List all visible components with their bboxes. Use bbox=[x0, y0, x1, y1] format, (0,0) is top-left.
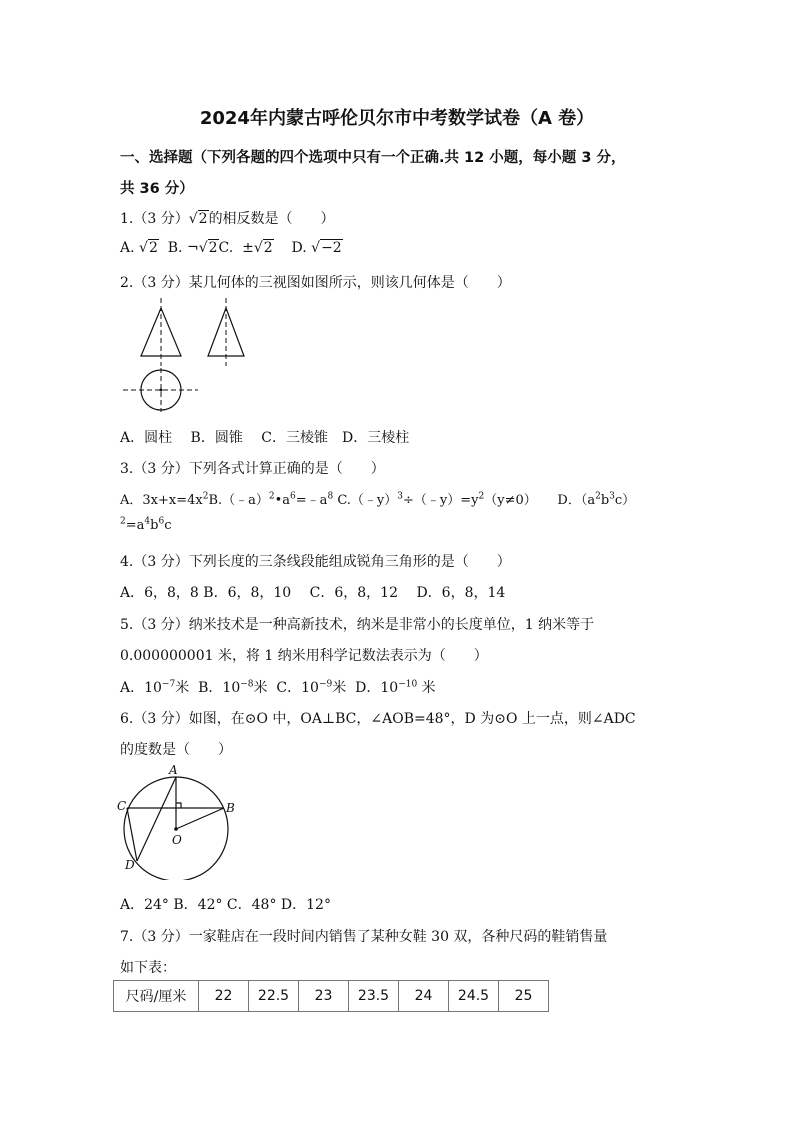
question-3-stem: 3.（3 分）下列各式计算正确的是（ ） bbox=[120, 461, 385, 477]
option-a-text: A．10 bbox=[120, 680, 162, 696]
exponent: 2 bbox=[202, 491, 209, 502]
option-b-text: B.（﹣a） bbox=[208, 493, 269, 508]
question-7-stem-line-1: 7.（3 分）一家鞋店在一段时间内销售了某种女鞋 30 双，各种尺码的鞋销售量 bbox=[120, 929, 608, 945]
label-c: C bbox=[117, 799, 127, 813]
option-a-label: A. bbox=[120, 240, 135, 256]
option-b-text: =﹣a bbox=[295, 493, 328, 508]
section-heading-line-1: 一、选择题（下列各题的四个选项中只有一个正确.共 12 小题，每小题 3 分， bbox=[120, 150, 626, 166]
label-o: O bbox=[172, 833, 182, 847]
option-d-text: D．（a bbox=[557, 493, 596, 508]
table-cell: 23.5 bbox=[349, 981, 399, 1012]
segment-dc bbox=[127, 808, 137, 861]
exponent: 6 bbox=[158, 516, 165, 527]
exponent: −8 bbox=[240, 679, 254, 690]
option-d-text: =a bbox=[125, 518, 145, 533]
label-d: D bbox=[125, 858, 135, 872]
table-cell: 24.5 bbox=[449, 981, 499, 1012]
radicand: 2 bbox=[148, 240, 158, 256]
question-4-stem: 4.（3 分）下列长度的三条线段能组成锐角三角形的是（ ） bbox=[120, 554, 511, 570]
label-a: A bbox=[169, 763, 178, 777]
option-d-text: b bbox=[150, 518, 159, 533]
question-1-suffix: 的相反数是（ ） bbox=[208, 211, 335, 227]
radicand: −2 bbox=[321, 240, 342, 256]
label-b: B bbox=[226, 801, 235, 815]
sqrt-symbol: √ bbox=[198, 240, 208, 256]
option-c-text: C．10 bbox=[276, 680, 319, 696]
segment-ob bbox=[176, 808, 224, 829]
option-d-text: D．10 bbox=[355, 680, 399, 696]
exponent: 2 bbox=[595, 491, 601, 502]
option-a-text: A．3x+x=4x bbox=[120, 493, 203, 508]
table-cell: 24 bbox=[399, 981, 449, 1012]
exam-title: 2024年内蒙古呼伦贝尔市中考数学试卷（A 卷） bbox=[199, 108, 595, 129]
question-2-stem: 2.（3 分）某几何体的三视图如图所示，则该几何体是（ ） bbox=[120, 275, 511, 291]
exponent: −10 bbox=[398, 679, 418, 690]
unit-text: 米 bbox=[332, 680, 347, 696]
option-b-text: B．10 bbox=[198, 680, 241, 696]
negation-sign: ¬ bbox=[186, 240, 199, 256]
question-1-stem bbox=[120, 208, 335, 228]
center-o bbox=[174, 827, 178, 831]
exponent: 3 bbox=[609, 491, 615, 502]
question-6-stem-line-2: 的度数是（ ） bbox=[120, 742, 232, 758]
exponent: −9 bbox=[318, 679, 333, 690]
table-cell: 23 bbox=[299, 981, 349, 1012]
table-header-cell: 尺码/厘米 bbox=[114, 981, 199, 1012]
sqrt-symbol: √ bbox=[139, 240, 148, 256]
shoe-size-table bbox=[113, 980, 549, 1012]
option-b-text: •a bbox=[274, 493, 291, 508]
option-d-label: D. bbox=[291, 240, 307, 256]
option-d-text: b bbox=[600, 493, 610, 508]
question-2-options: A．圆柱 B．圆锥 C．三棱锥 D．三棱柱 bbox=[120, 430, 410, 446]
exponent: 6 bbox=[290, 491, 296, 502]
radicand: 2 bbox=[263, 240, 273, 256]
question-3-options bbox=[120, 489, 635, 508]
exponent: 2 bbox=[478, 491, 485, 502]
table-cell: 25 bbox=[499, 981, 549, 1012]
radicand: 2 bbox=[208, 240, 218, 256]
option-c-text: ÷（﹣y）=y bbox=[403, 493, 479, 508]
unit-text: 米 bbox=[175, 680, 190, 696]
question-6-stem-line-1: 6.（3 分）如图，在⊙O 中，OA⊥BC，∠AOB=48°，D 为⊙O 上一点，则∠ADC bbox=[120, 711, 636, 727]
exponent: 2 bbox=[120, 516, 126, 527]
right-angle-mark bbox=[176, 803, 181, 808]
three-view-figure bbox=[118, 296, 258, 416]
option-d-text: c） bbox=[614, 493, 636, 508]
unit-text: 米 bbox=[253, 680, 268, 696]
unit-text: 米 bbox=[421, 680, 436, 696]
question-5-options bbox=[120, 677, 436, 697]
exponent: −7 bbox=[161, 679, 176, 690]
table-cell: 22.5 bbox=[249, 981, 299, 1012]
table-row bbox=[114, 981, 549, 1012]
section-heading-line-2: 共 36 分） bbox=[120, 181, 194, 197]
exponent: 2 bbox=[268, 491, 275, 502]
question-5-stem-line-1: 5.（3 分）纳米技术是一种高新技术，纳米是非常小的长度单位，1 纳米等于 bbox=[120, 617, 595, 633]
table-cell: 22 bbox=[199, 981, 249, 1012]
exponent: 8 bbox=[327, 491, 334, 502]
radicand: 2 bbox=[198, 211, 208, 227]
exponent: 3 bbox=[397, 491, 404, 502]
option-d-text: c bbox=[164, 518, 172, 533]
question-1-prefix: 1.（3 分） bbox=[120, 211, 189, 227]
question-6-options: A．24° B．42° C．48° D．12° bbox=[120, 897, 331, 913]
sqrt-symbol: √ bbox=[253, 240, 263, 256]
exponent: 4 bbox=[144, 516, 151, 527]
question-5-stem-line-2: 0.000000001 米，将 1 纳米用科学记数法表示为（ ） bbox=[120, 648, 488, 664]
question-1-options bbox=[120, 240, 343, 256]
question-4-options: A．6，8，8 B．6，8，10 C．6，8，12 D．6，8，14 bbox=[120, 585, 506, 601]
sqrt-symbol: √ bbox=[188, 211, 198, 227]
circle-figure bbox=[112, 762, 242, 880]
sqrt-symbol: √ bbox=[311, 240, 321, 256]
plus-minus-sign: ± bbox=[242, 240, 254, 256]
question-7-stem-line-2: 如下表： bbox=[120, 960, 176, 976]
option-c-text: （y≠0） bbox=[484, 493, 537, 508]
option-c-label: C. bbox=[218, 240, 234, 256]
option-b-label: B. bbox=[167, 240, 183, 256]
top-view-center bbox=[160, 389, 163, 392]
question-3-options-continued bbox=[120, 518, 171, 533]
option-c-text: C.（﹣y） bbox=[337, 493, 398, 508]
